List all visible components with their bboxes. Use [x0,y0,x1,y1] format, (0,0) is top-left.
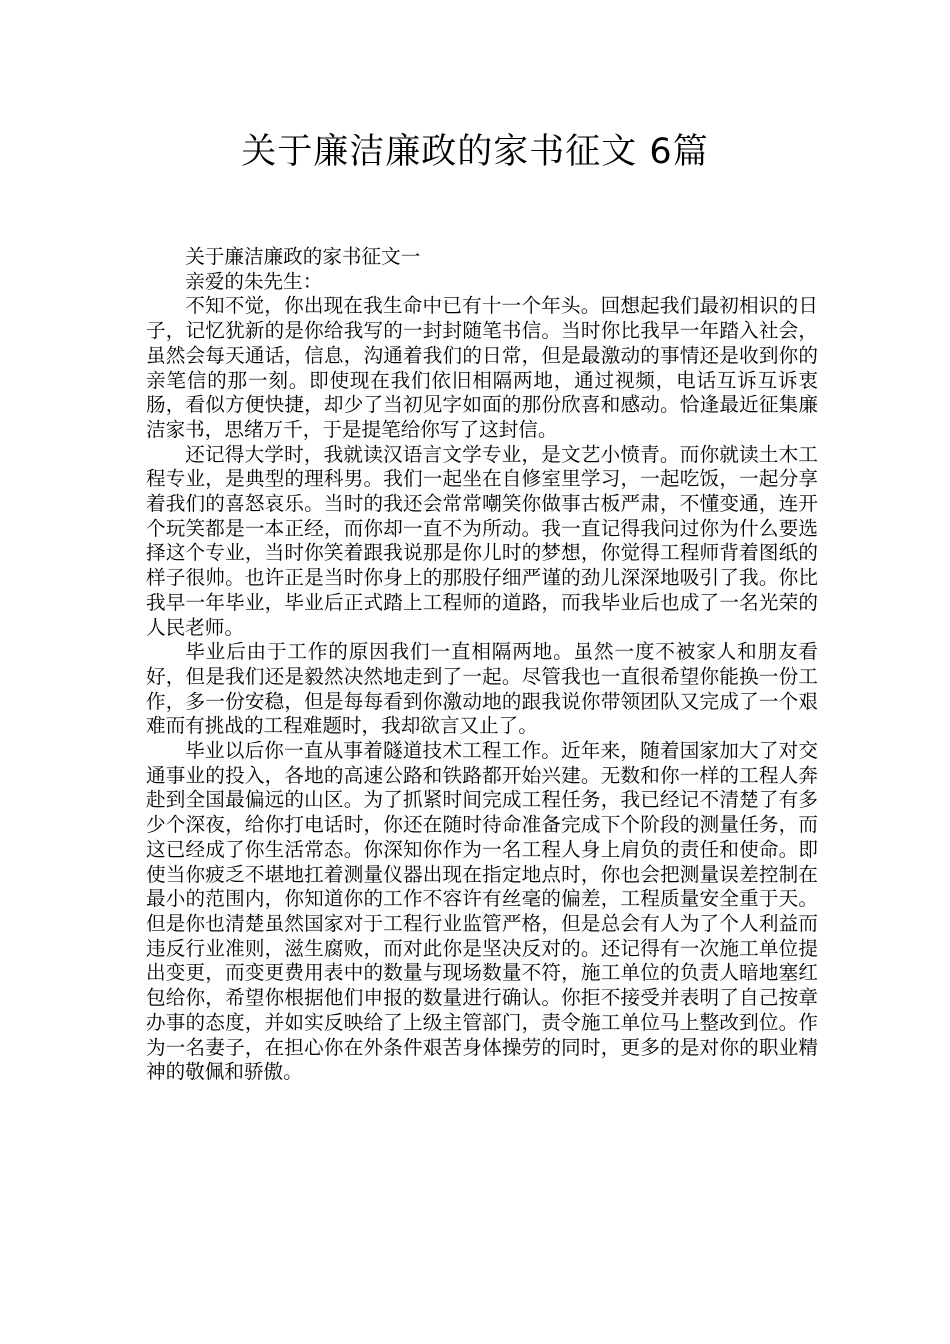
salutation: 亲爱的朱先生： [185,269,323,293]
body-paragraph-3: 毕业后由于工作的原因我们一直相隔两地。虽然一度不被家人和朋友看好，但是我们还是毅然决然地走到了一起。尽管我也一直很希望你能换一份工作，多一份安稳，但是每每看到你激动地的跟我说你带领团队又完成了一个艰难而有挑战的工程难题时，我却欲言又止了。 [146,640,818,738]
body-paragraph-4: 毕业以后你一直从事着隧道技术工程工作。近年来，随着国家加大了对交通事业的投入，各地的高速公路和铁路都开始兴建。无数和你一样的工程人奔赴到全国最偏远的山区。为了抓紧时间完成工程任务，我已经记不清楚了有多少个深夜，给你打电话时，你还在随时待命准备完成下个阶段的测量任务，而这已经成了你生活常态。你深知你作为一名工程人身上肩负的责任和使命。即使当你疲乏不堪地扛着测量仪器出现在指定地点时，你也会把测量误差控制在最小的范围内，你知道你的工作不容许有丝毫的偏差，工程质量安全重于天。但是你也清楚虽然国家对于工程行业监管严格，但是总会有人为了个人利益而违反行业准则，滋生腐败，而对此你是坚决反对的。还记得有一次施工单位提出变更，而变更费用表中的数量与现场数量不符，施工单位的负责人暗地塞红包给你，希望你根据他们申报的数量进行确认。你拒不接受并表明了自己按章办事的态度，并如实反映给了上级主管部门，责令施工单位马上整改到位。作为一名妻子，在担心你在外条件艰苦身体操劳的同时，更多的是对你的职业精神的敬佩和骄傲。 [146,739,818,1084]
section-heading: 关于廉洁廉政的家书征文一 [185,245,421,268]
body-paragraph-1: 不知不觉，你出现在我生命中已有十一个年头。回想起我们最初相识的日子，记忆犹新的是你给我写的一封封随笔书信。当时你比我早一年踏入社会，虽然会每天通话，信息，沟通着我们的日常，但是最激动的事情还是收到你的亲笔信的那一刻。即使现在我们依旧相隔两地，通过视频，电话互诉互诉衷肠，看似方便快捷，却少了当初见字如面的那份欣喜和感动。恰逢最近征集廉洁家书，思绪万千，于是提笔给你写了这封信。 [146,294,818,441]
document-body [146,245,818,1085]
document-title: 关于廉洁廉政的家书征文 6篇 [241,132,709,172]
body-paragraph-2: 还记得大学时，我就读汉语言文学专业，是文艺小愤青。而你就读土木工程专业，是典型的理科男。我们一起坐在自修室里学习，一起吃饭，一起分享着我们的喜怒哀乐。当时的我还会常常嘲笑你做事古板严肃，不懂变通，连开个玩笑都是一本正经，而你却一直不为所动。我一直记得我问过你为什么要选择这个专业，当时你笑着跟我说那是你儿时的梦想，你觉得工程师背着图纸的样子很帅。也许正是当时你身上的那股仔细严谨的劲儿深深地吸引了我。你比我早一年毕业，毕业后正式踏上工程师的道路，而我毕业后也成了一名光荣的人民老师。 [146,442,818,639]
